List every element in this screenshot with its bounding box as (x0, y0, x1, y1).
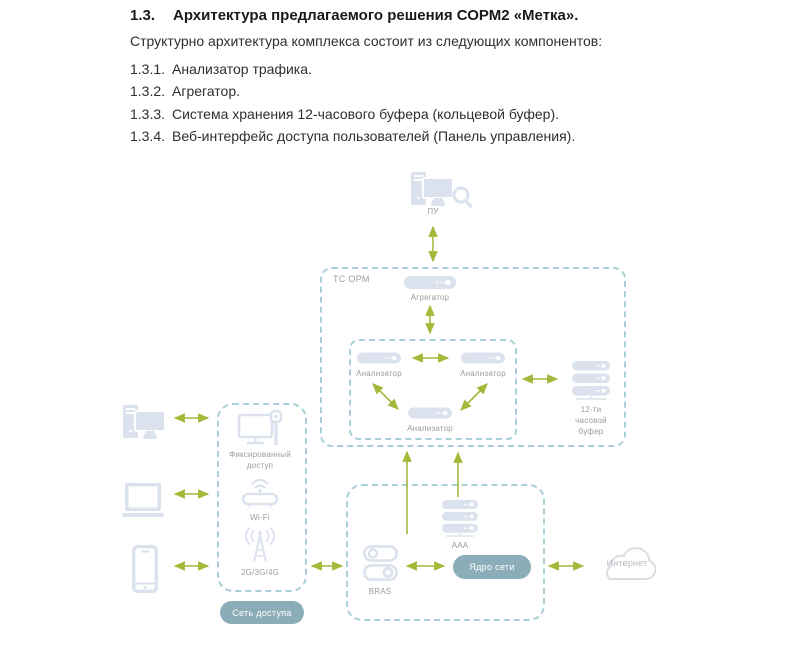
bras-icon (363, 545, 398, 581)
smartphone-icon (132, 545, 158, 593)
aggregator-label: Агрегатор (410, 293, 450, 302)
buffer-storage-icon (572, 361, 610, 401)
analyzer2-label: Анализатор (460, 369, 506, 378)
analyzer2-server-icon (461, 352, 505, 364)
list-item: 1.3.3. Система хранения 12-часового буфера (кольцевой буфер). (130, 105, 560, 122)
mobile-access-label: 2G/3G/4G (240, 568, 280, 577)
aaa-label: AAA (451, 541, 469, 550)
desktop-computer-icon (121, 403, 167, 445)
analyzer1-label: Анализатор (356, 369, 402, 378)
laptop-icon (122, 483, 164, 521)
internet-label: Интернет (606, 558, 648, 568)
section-heading (130, 7, 578, 24)
cell-tower-icon (243, 527, 277, 565)
core-network-button: Ядро сети (453, 555, 531, 579)
list-item: 1.3.2. Агрегатор. (130, 83, 241, 100)
bras-label: BRAS (368, 587, 392, 596)
section-title: Архитектура предлагаемого решения СОРМ2 «Метка». (173, 7, 579, 24)
analyzer1-server-icon (357, 352, 401, 364)
fixed-access-icon (236, 408, 284, 448)
aaa-server-icon (442, 500, 478, 538)
aggregator-server-icon (404, 276, 456, 289)
section-number: 1.3. (130, 7, 156, 24)
list-item: 1.3.4. Веб-интерфейс доступа пользователей (Панель управления). (130, 128, 576, 145)
access-network-button: Сеть доступа (220, 601, 304, 624)
intro-paragraph: Структурно архитектура комплекса состоит из следующих компонентов: (130, 33, 603, 49)
wifi-label: Wi-Fi (250, 513, 270, 522)
analyzer3-label: Анализатор (407, 424, 453, 433)
tsorm-box-label: ТС ОРМ (333, 274, 370, 284)
buffer-label: 12-ти часовой буфер (575, 405, 607, 436)
fixed-access-label: Фиксированный доступ (229, 450, 291, 470)
wifi-router-icon (239, 477, 281, 507)
analyzer3-server-icon (408, 407, 452, 419)
list-item: 1.3.1. Анализатор трафика. (130, 61, 312, 77)
component-list (130, 61, 575, 151)
control-panel-label: ПУ (427, 207, 439, 216)
